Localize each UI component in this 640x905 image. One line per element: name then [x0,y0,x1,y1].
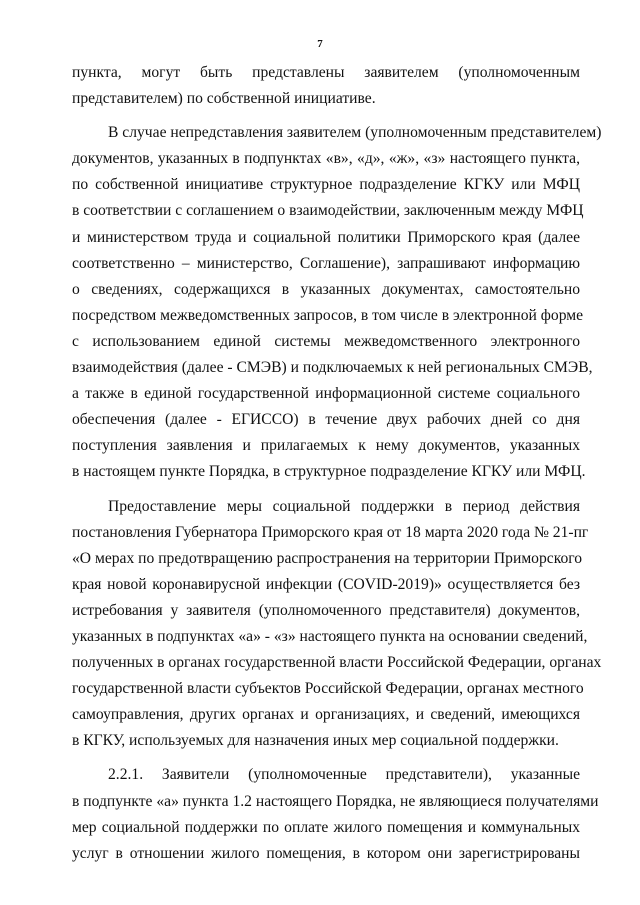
paragraph [72,494,602,755]
paragraph [72,60,580,112]
text-line: посредством межведомственных запросов, в том числе в электронной форме [72,306,584,324]
text-line: мер социальной поддержки по оплате жилого помещения и коммунальных [72,818,580,836]
text-line: края новой коронавирусной инфекции (COVID-2019)» осуществляется без [72,575,580,593]
paragraph [72,120,602,485]
text-line: обеспечения (далее - ЕГИССО) в течение двух рабочих дней со дня [72,411,580,429]
text-line: с использованием единой системы межведомственного электронного [72,332,580,350]
paragraph-gap [72,486,580,494]
text-line: В случае непредставления заявителем (уполномоченным представителем) [108,124,602,142]
text-line: полученных в органах государственной власти Российской Федерации, органах [72,654,602,672]
text-line: Предоставление меры социальной поддержки в период действия [108,497,580,515]
text-line: взаимодействия (далее - СМЭВ) и подключаемых к ней региональных СМЭВ, [72,359,593,377]
text-line: услуг в отношении жилого помещения, в котором они зарегистрированы [72,844,580,862]
text-line: указанных в подпунктах «а» - «з» настоящего пункта на основании сведений, [72,627,588,645]
text-line: в настоящем пункте Порядка, в структурное подразделение КГКУ или МФЦ. [72,463,586,481]
paragraph-gap [72,112,580,120]
text-line: постановления Губернатора Приморского края от 18 марта 2020 года № 21-пг [72,523,589,541]
paragraph [72,762,599,866]
page-number: 7 [317,38,323,50]
text-line: по собственной инициативе структурное подразделение КГКУ или МФЦ [72,176,580,194]
text-line: «О мерах по предотвращению распространения на территории Приморского [72,549,583,567]
text-line: пункта, могут быть представлены заявителем (уполномоченным [72,64,580,81]
paragraph-gap [72,754,580,762]
text-line: документов, указанных в подпунктах «в», «д», «ж», «з» настоящего пункта, [72,150,580,168]
text-line: представителем) по собственной инициативе. [72,90,376,108]
text-line: в подпункте «а» пункта 1.2 настоящего Порядка, не являющиеся получателями [72,792,599,810]
text-line: истребования у заявителя (уполномоченного представителя) документов, [72,601,580,619]
text-line: государственной власти субъектов Российской Федерации, органах местного [72,680,584,698]
text-line: соответственно – министерство, Соглашение), запрашивают информацию [72,254,580,272]
document-body [72,60,602,867]
text-line: о сведениях, содержащихся в указанных документах, самостоятельно [72,280,580,298]
text-line: самоуправления, других органах и организациях, и сведений, имеющихся [72,706,580,724]
text-line: поступления заявления и прилагаемых к нему документов, указанных [72,437,580,455]
text-line: в КГКУ, используемых для назначения иных мер социальной поддержки. [72,732,559,750]
text-line: 2.2.1. Заявители (уполномоченные представители), указанные [108,766,580,784]
text-line: и министерством труда и социальной политики Приморского края (далее [72,228,580,246]
text-line: а также в единой государственной информационной системе социального [72,385,580,403]
text-line: в соответствии с соглашением о взаимодействии, заключенным между МФЦ [72,202,584,220]
